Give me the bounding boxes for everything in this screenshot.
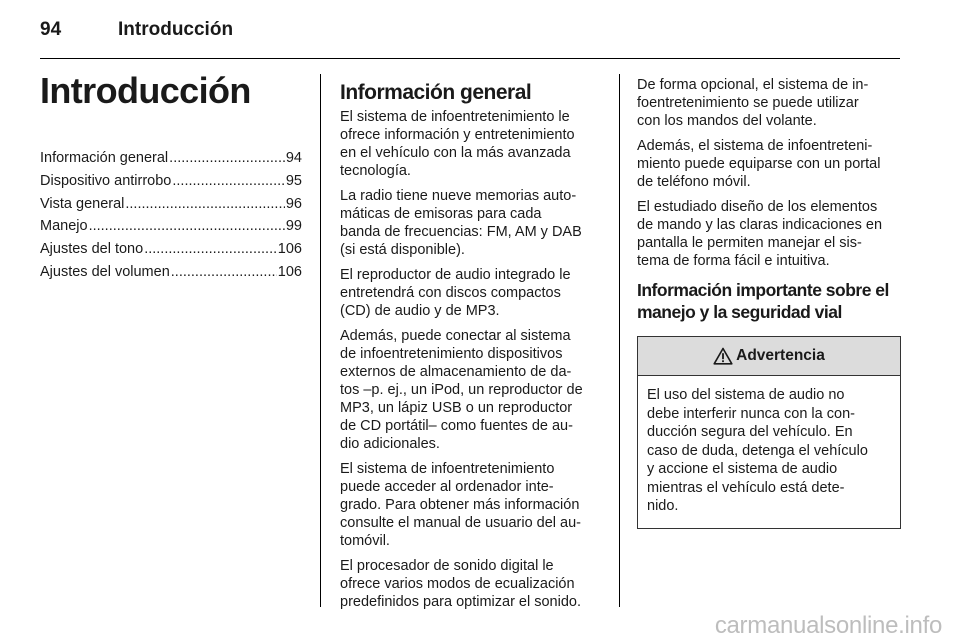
- watermark: carmanualsonline.info: [714, 612, 942, 639]
- body-paragraph: De forma opcional, el sistema de in- foentretenimiento se puede utilizar con los mandos del volante.: [637, 77, 869, 129]
- running-header-title: Introducción: [118, 19, 234, 40]
- toc-entry[interactable]: [40, 218, 302, 241]
- chapter-title: Introducción: [40, 70, 251, 111]
- warning-text: El uso del sistema de audio no debe interferir nunca con la con- ducción segura del vehículo. En caso de duda, detenga el vehículo y accione el sistema de audio mientras el vehículo está dete- nido.: [647, 387, 868, 514]
- warning-triangle-icon: [713, 347, 733, 365]
- toc-leader-dots: [144, 241, 277, 257]
- warning-title: Advertencia: [736, 347, 825, 364]
- warning-header: [638, 337, 900, 376]
- header-rule: [40, 58, 900, 59]
- toc-entry[interactable]: [40, 241, 302, 264]
- toc-entry-label: Ajustes del tono: [40, 241, 144, 258]
- toc-leader-dots: [172, 173, 284, 189]
- toc-entry-label: Vista general: [40, 195, 125, 212]
- section-continued: [637, 76, 903, 529]
- subsection-heading: Información importante sobre el manejo y la seguridad vial: [637, 280, 889, 322]
- body-paragraph: Además, el sistema de infoentreteni- miento puede equiparse con un portal de teléfono móvil.: [637, 138, 881, 190]
- body-paragraph: La radio tiene nueve memorias auto- máticas de emisoras para cada banda de frecuencias: FM, AM y DAB (si está disponible).: [340, 188, 582, 258]
- body-paragraph: El sistema de infoentretenimiento le ofrece información y entretenimiento en el vehículo con la más avanzada tecnología.: [340, 109, 575, 179]
- toc-entry-page: 106: [277, 241, 302, 258]
- toc-entry[interactable]: [40, 150, 302, 173]
- section-general-info: [340, 80, 606, 618]
- body-paragraph: El procesador de sonido digital le ofrece varios modos de ecualización predefinidos para optimizar el sonido.: [340, 558, 581, 610]
- table-of-contents: [40, 150, 302, 287]
- toc-entry-page: 106: [277, 263, 302, 280]
- page-number: 94: [40, 19, 62, 40]
- toc-entry-page: 94: [285, 150, 302, 166]
- toc-entry-label: Ajustes del volumen: [40, 263, 170, 280]
- toc-entry[interactable]: [40, 196, 302, 219]
- toc-entry[interactable]: [40, 173, 302, 196]
- toc-leader-dots: [125, 196, 284, 212]
- toc-leader-dots: [169, 150, 285, 166]
- toc-entry-label: Dispositivo antirrobo: [40, 172, 172, 189]
- toc-leader-dots: [89, 218, 285, 234]
- section-heading: Información general: [340, 81, 532, 104]
- body-paragraph: Además, puede conectar al sistema de infoentretenimiento dispositivos externos de almacenamiento de da- tos –p. ej., un iPod, un reproductor de MP3, un lápiz USB o un reproductor de CD portátil– como fuentes de au- dio adicionales.: [340, 328, 583, 452]
- body-paragraph: El estudiado diseño de los elementos de mando y las claras indicaciones en pantalla le permiten manejar el sis- tema de forma fácil e intuitiva.: [637, 199, 883, 269]
- toc-entry-page: 99: [285, 218, 302, 235]
- column-divider: [619, 74, 620, 607]
- toc-entry-label: Manejo: [40, 218, 88, 235]
- toc-leader-dots: [171, 264, 277, 280]
- toc-entry[interactable]: [40, 264, 302, 287]
- column-divider: [320, 74, 321, 607]
- body-paragraph: El sistema de infoentretenimiento puede acceder al ordenador inte- grado. Para obtener más información consulte el manual de usuario del au- tomóvil.: [340, 461, 582, 549]
- body-paragraph: El reproductor de audio integrado le entretendrá con discos compactos (CD) de audio y de MP3.: [340, 267, 571, 319]
- toc-entry-page: 96: [285, 195, 302, 212]
- warning-box: [637, 336, 901, 529]
- toc-entry-page: 95: [285, 172, 302, 189]
- toc-entry-label: Información general: [40, 150, 169, 166]
